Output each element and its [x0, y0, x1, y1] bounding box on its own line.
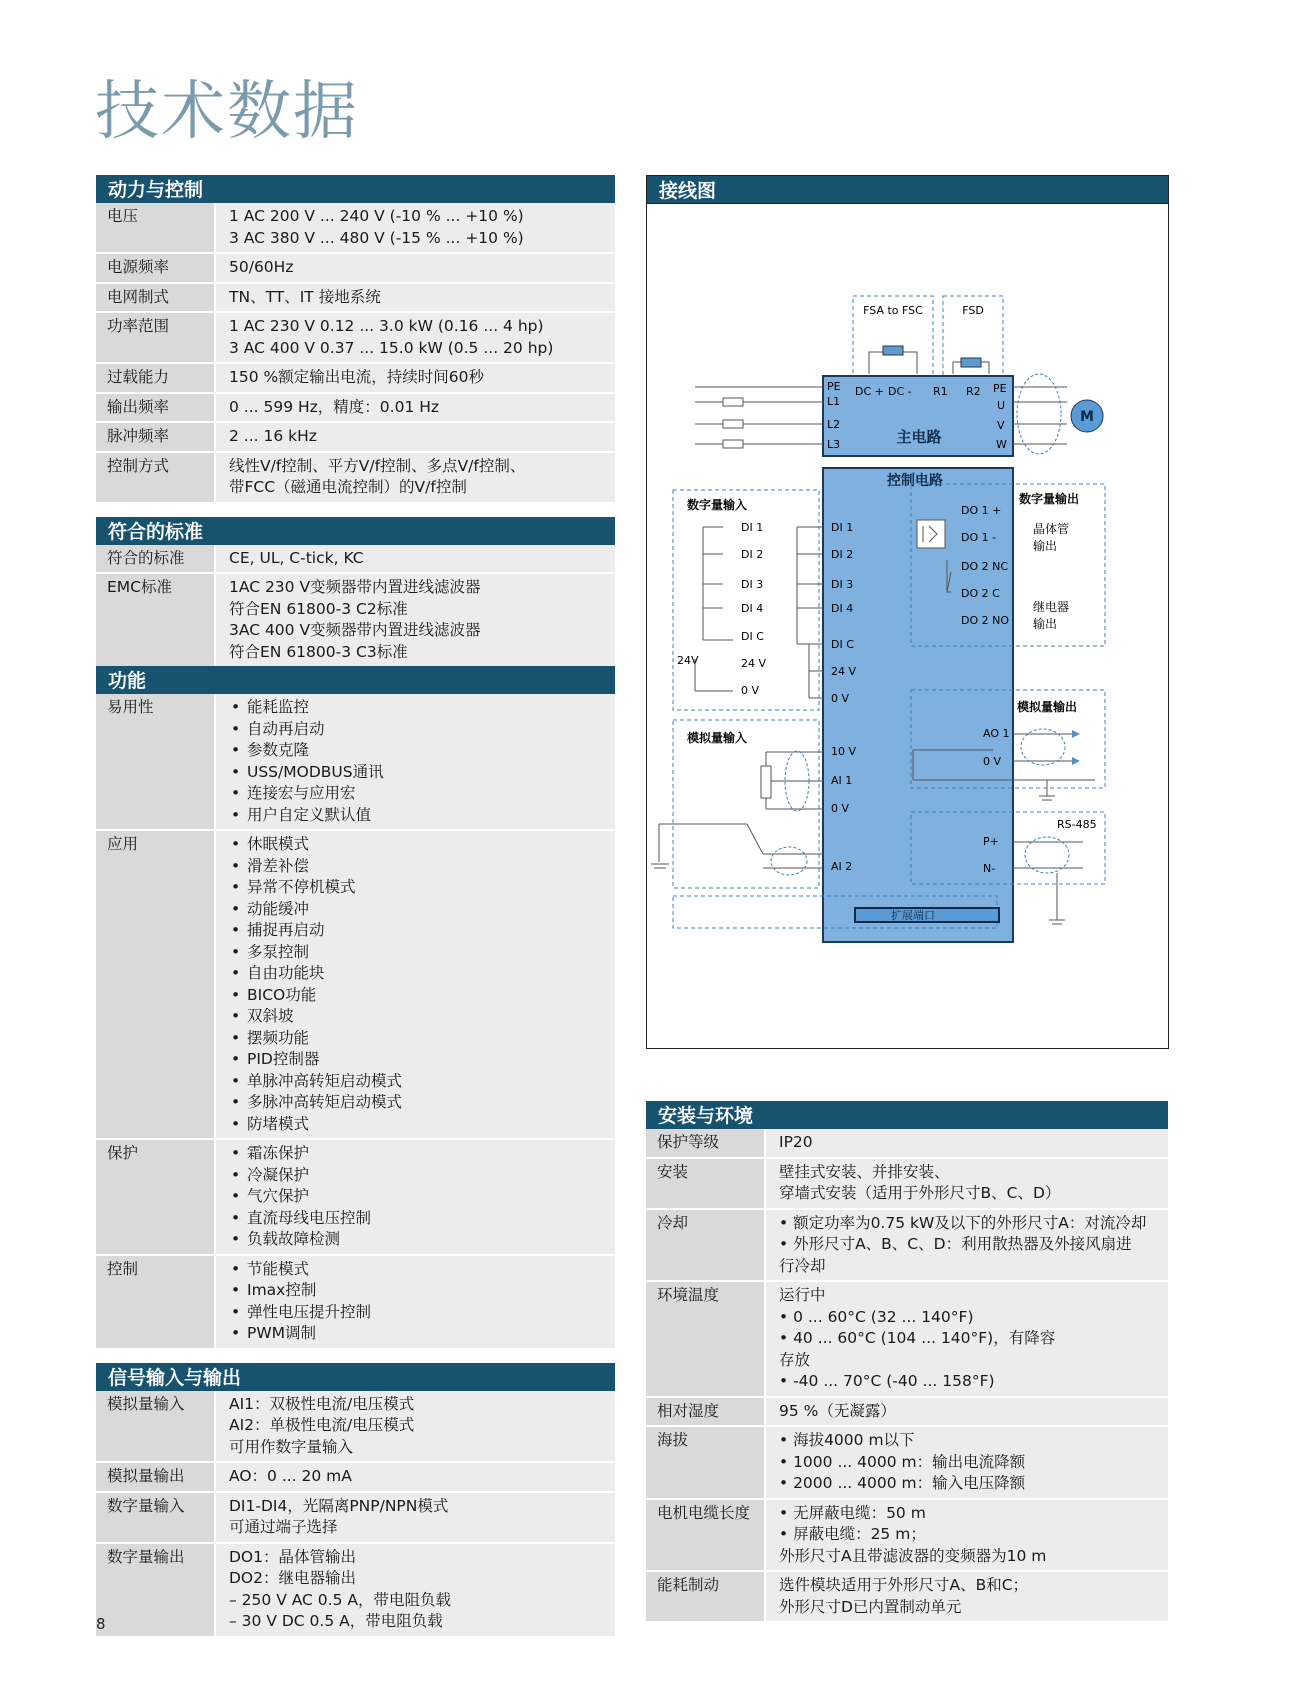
list-item: • 自由功能块 — [229, 963, 615, 985]
row-key: 电压 — [96, 203, 214, 252]
value-line: 3AC 400 V变频器带内置进线滤波器 — [229, 621, 481, 639]
terminal-label: 24 V — [831, 665, 857, 678]
terminal-label: AI 1 — [831, 774, 853, 787]
terminal-label: RS-485 — [1057, 818, 1097, 831]
value-line: 可通过端子选择 — [229, 1518, 338, 1536]
left-column — [96, 175, 615, 1651]
terminal-label: DC + — [855, 385, 884, 398]
table-row — [646, 1396, 1168, 1426]
terminal-label: DI C — [741, 630, 764, 643]
terminal-label: DI 3 — [741, 578, 764, 591]
terminal-label: L1 — [827, 395, 841, 408]
row-value — [216, 364, 615, 392]
terminal-label: V — [997, 419, 1005, 432]
section-header: 接线图 — [647, 176, 1168, 204]
value-line: • 2000 ... 4000 m：输入电压降额 — [779, 1474, 1026, 1492]
value-line: DO2：继电器输出 — [229, 1569, 356, 1587]
value-line: 0 ... 599 Hz，精度：0.01 Hz — [229, 397, 440, 416]
table-body — [96, 694, 615, 1348]
value-line: – 250 V AC 0.5 A，带电阻负载 — [229, 1590, 451, 1609]
section-header: 符合的标准 — [96, 517, 615, 545]
table-row — [96, 1542, 615, 1636]
row-value — [216, 1391, 615, 1462]
motor-label: M — [1080, 409, 1094, 425]
value-line: • 外形尺寸A、B、C、D：利用散热器及外接风扇进 — [779, 1235, 1132, 1253]
value-line: 存放 — [779, 1350, 811, 1369]
list-item: • BICO功能 — [229, 985, 615, 1007]
table-row — [96, 1491, 615, 1542]
list-item: • 防堵模式 — [229, 1114, 615, 1136]
group-label: 数字量输出 — [1019, 492, 1080, 506]
value-line: AI1：双极性电流/电压模式 — [229, 1394, 415, 1413]
row-key: 易用性 — [96, 694, 214, 829]
group-label: 模拟量输出 — [1017, 700, 1078, 714]
table-row — [96, 1461, 615, 1491]
output-type-label: 继电器 — [1033, 600, 1070, 614]
row-value — [216, 694, 615, 829]
list-item: • 捕捉再启动 — [229, 920, 615, 942]
terminal-label: P+ — [983, 835, 999, 848]
value-line: 3 AC 380 V ... 480 V (-15 % ... +10 %) — [229, 228, 524, 247]
table-row — [646, 1157, 1168, 1208]
row-value — [766, 1129, 1168, 1157]
list-item: • Imax控制 — [229, 1280, 615, 1302]
resistor-icon — [961, 358, 981, 367]
row-value — [766, 1398, 1168, 1426]
value-line: 外形尺寸A且带滤波器的变频器为10 m — [779, 1546, 1047, 1565]
value-line: DO1：晶体管输出 — [229, 1547, 356, 1566]
row-value — [766, 1572, 1168, 1621]
table-row — [646, 1498, 1168, 1571]
list-item: • 弹性电压提升控制 — [229, 1302, 615, 1324]
list-item: • PWM调制 — [229, 1323, 615, 1345]
value-line: 带FCC（磁通电流控制）的V/f控制 — [229, 478, 467, 496]
value-line: 1 AC 200 V ... 240 V (-10 % ... +10 %) — [229, 207, 524, 225]
list-item: • 连接宏与应用宏 — [229, 783, 615, 805]
terminal-label: DO 1 + — [961, 504, 1002, 517]
table-row — [646, 1425, 1168, 1498]
list-item: • 多脉冲高转矩启动模式 — [229, 1092, 615, 1114]
row-value — [216, 574, 615, 666]
terminal-label: DI 2 — [741, 548, 764, 561]
value-line: • 1000 ... 4000 m：输出电流降额 — [779, 1452, 1026, 1471]
value-line: AO：0 ... 20 mA — [229, 1467, 352, 1485]
value-line: 150 %额定输出电流，持续时间60秒 — [229, 368, 484, 386]
terminal-label: DI 1 — [831, 521, 854, 534]
list-item: • 多泵控制 — [229, 942, 615, 964]
row-value — [216, 453, 615, 502]
row-key: 数字量输入 — [96, 1493, 214, 1542]
table-body — [646, 1129, 1168, 1621]
row-value — [766, 1159, 1168, 1208]
terminal-label: R1 — [933, 385, 948, 398]
value-line: CE, UL, C-tick, KC — [229, 548, 364, 567]
io-section — [96, 1363, 615, 1636]
row-key: 模拟量输入 — [96, 1391, 214, 1462]
terminal-label: 0 V — [831, 692, 850, 705]
value-line: 1 AC 230 V 0.12 ... 3.0 kW (0.16 ... 4 hp) — [229, 317, 544, 335]
row-key: 电网制式 — [96, 284, 214, 312]
terminal-label: DI 2 — [831, 548, 854, 561]
value-line: – 30 V DC 0.5 A，带电阻负载 — [229, 1612, 443, 1630]
terminal-label: AO 1 — [983, 727, 1010, 740]
terminal-label: 10 V — [831, 745, 857, 758]
value-line: 外形尺寸D已内置制动单元 — [779, 1597, 962, 1616]
fsd-label: FSD — [962, 304, 984, 317]
table-row — [96, 1254, 615, 1348]
row-key: 保护 — [96, 1140, 214, 1254]
value-line: 选件模块适用于外形尺寸A、B和C； — [779, 1576, 1029, 1594]
table-row — [96, 282, 615, 312]
list-item: • 动能缓冲 — [229, 899, 615, 921]
row-value — [216, 254, 615, 282]
row-key: 脉冲频率 — [96, 423, 214, 451]
group-label: 模拟量输入 — [687, 731, 748, 745]
terminal-label: N- — [983, 862, 996, 875]
terminal-label: DO 2 NC — [961, 560, 1009, 573]
value-line: 壁挂式安装、并排安装、 — [779, 1162, 950, 1181]
main-circuit-label: 主电路 — [896, 428, 942, 446]
table-row — [96, 311, 615, 362]
row-value — [216, 203, 615, 252]
list-item: • 异常不停机模式 — [229, 877, 615, 899]
list-item: • 摆频功能 — [229, 1028, 615, 1050]
row-value — [216, 284, 615, 312]
list-item: • 能耗监控 — [229, 697, 615, 719]
row-value — [216, 831, 615, 1138]
terminal-label: 0 V — [831, 802, 850, 815]
list-item: • PID控制器 — [229, 1049, 615, 1071]
table-row — [96, 362, 615, 392]
terminal-label: 24 V — [741, 657, 767, 670]
terminal-label: 24V — [677, 654, 699, 667]
list-item: • 直流母线电压控制 — [229, 1208, 615, 1230]
row-value — [216, 423, 615, 451]
standards-section — [96, 517, 615, 667]
row-key: 环境温度 — [646, 1282, 764, 1396]
terminal-label: DI 3 — [831, 578, 854, 591]
terminal-label: 0 V — [983, 755, 1002, 768]
row-key: 安装 — [646, 1159, 764, 1208]
row-value — [216, 394, 615, 422]
row-key: 能耗制动 — [646, 1572, 764, 1621]
terminal-label: DI 4 — [741, 602, 764, 615]
row-value — [766, 1427, 1168, 1498]
table-body — [96, 1391, 615, 1636]
terminal-label: DO 2 NO — [961, 614, 1010, 627]
value-line: • 屏蔽电缆：25 m； — [779, 1525, 926, 1543]
value-line: IP20 — [779, 1133, 813, 1151]
list-item: • 自动再启动 — [229, 719, 615, 741]
row-value — [216, 1544, 615, 1636]
list-item: • 霜冻保护 — [229, 1143, 615, 1165]
functions-section — [96, 666, 615, 1348]
table-row — [646, 1208, 1168, 1281]
control-circuit-label: 控制电路 — [887, 473, 943, 489]
row-value — [766, 1282, 1168, 1396]
value-line: 运行中 — [779, 1286, 826, 1304]
terminal-label: L2 — [827, 418, 841, 431]
expansion-port-label: 扩展端口 — [891, 909, 935, 922]
terminal-label: L3 — [827, 438, 841, 451]
output-type-label: 输出 — [1033, 539, 1058, 553]
value-line: • 海拔4000 m以下 — [779, 1431, 915, 1449]
table-row — [96, 694, 615, 829]
value-line: 穿墙式安装（适用于外形尺寸B、C、D） — [779, 1184, 1061, 1202]
row-key: 冷却 — [646, 1210, 764, 1281]
terminal-label: DI 4 — [831, 602, 854, 615]
value-line: • -40 ... 70°C (-40 ... 158°F) — [779, 1372, 995, 1390]
row-key: EMC标准 — [96, 574, 214, 666]
table-row — [96, 451, 615, 502]
table-body — [96, 545, 615, 667]
page-title: 技术数据 — [95, 75, 359, 149]
value-line: • 0 ... 60°C (32 ... 140°F) — [779, 1307, 974, 1326]
value-line: 95 %（无凝露） — [779, 1401, 896, 1420]
terminal-label: DI 1 — [741, 521, 764, 534]
value-line: 符合EN 61800-3 C2标准 — [229, 599, 408, 618]
list-item: • 冷凝保护 — [229, 1165, 615, 1187]
table-row — [96, 829, 615, 1138]
optocoupler-icon — [917, 520, 945, 548]
row-key: 电源频率 — [96, 254, 214, 282]
row-value — [216, 313, 615, 362]
section-header: 信号输入与输出 — [96, 1363, 615, 1391]
row-key: 电机电缆长度 — [646, 1500, 764, 1571]
fsa-label: FSA to FSC — [863, 304, 923, 317]
row-key: 功率范围 — [96, 313, 214, 362]
list-item: • 双斜坡 — [229, 1006, 615, 1028]
table-body — [96, 203, 615, 502]
terminal-label: PE — [993, 382, 1007, 395]
list-item: • 单脉冲高转矩启动模式 — [229, 1071, 615, 1093]
value-line: 2 ... 16 kHz — [229, 427, 317, 445]
table-row — [96, 252, 615, 282]
value-line: • 额定功率为0.75 kW及以下的外形尺寸A：对流冷却 — [779, 1213, 1147, 1232]
row-value — [766, 1500, 1168, 1571]
section-header: 动力与控制 — [96, 175, 615, 203]
table-row — [96, 1391, 615, 1462]
row-key: 符合的标准 — [96, 545, 214, 573]
value-line: 1AC 230 V变频器带内置进线滤波器 — [229, 578, 481, 596]
row-value — [216, 545, 615, 573]
value-line: 50/60Hz — [229, 258, 294, 276]
row-key: 过载能力 — [96, 364, 214, 392]
table-row — [96, 421, 615, 451]
resistor-icon — [883, 346, 903, 355]
list-item: • USS/MODBUS通讯 — [229, 762, 615, 784]
output-type-label: 输出 — [1033, 617, 1058, 631]
row-key: 控制方式 — [96, 453, 214, 502]
wiring-diagram-box — [646, 175, 1169, 1049]
value-line: 线性V/f控制、平方V/f控制、多点V/f控制、 — [229, 456, 526, 475]
value-line: DI1-DI4，光隔离PNP/NPN模式 — [229, 1496, 449, 1515]
row-key: 相对湿度 — [646, 1398, 764, 1426]
row-key: 应用 — [96, 831, 214, 1138]
terminal-label: U — [997, 399, 1006, 412]
value-line: 符合EN 61800-3 C3标准 — [229, 642, 408, 661]
table-row — [96, 1138, 615, 1254]
row-value — [766, 1210, 1168, 1281]
row-value — [216, 1463, 615, 1491]
value-line: 行冷却 — [779, 1256, 826, 1275]
list-item: • 参数克隆 — [229, 740, 615, 762]
group-label: 数字量输入 — [687, 498, 748, 512]
terminal-label: PE — [827, 380, 841, 393]
installation-section — [646, 1101, 1168, 1621]
row-key: 模拟量输出 — [96, 1463, 214, 1491]
list-item: • 滑差补偿 — [229, 856, 615, 878]
row-key: 控制 — [96, 1256, 214, 1348]
terminal-label: R2 — [966, 385, 981, 398]
terminal-label: W — [996, 438, 1007, 451]
value-line: 可用作数字量输入 — [229, 1437, 354, 1456]
terminal-label: DO 2 C — [961, 587, 1000, 600]
row-value — [216, 1140, 615, 1254]
page-number: 8 — [96, 1615, 106, 1633]
value-line: TN、TT、IT 接地系统 — [229, 287, 381, 306]
value-line: AI2：单极性电流/电压模式 — [229, 1416, 415, 1434]
power-control-section — [96, 175, 615, 502]
terminal-label: DO 1 - — [961, 531, 997, 544]
list-item: • 节能模式 — [229, 1259, 615, 1281]
right-column — [646, 1101, 1168, 1636]
row-key: 海拔 — [646, 1427, 764, 1498]
terminal-label: 0 V — [741, 684, 760, 697]
value-line: • 无屏蔽电缆：50 m — [779, 1503, 926, 1522]
row-key: 输出频率 — [96, 394, 214, 422]
table-row — [646, 1129, 1168, 1157]
section-header: 安装与环境 — [646, 1101, 1168, 1129]
terminal-label: DI C — [831, 638, 854, 651]
value-line: 3 AC 400 V 0.37 ... 15.0 kW (0.5 ... 20 hp) — [229, 338, 554, 357]
table-row — [96, 572, 615, 666]
list-item: • 气穴保护 — [229, 1186, 615, 1208]
value-line: • 40 ... 60°C (104 ... 140°F)，有降容 — [779, 1329, 1056, 1347]
table-row — [96, 392, 615, 422]
row-value — [216, 1493, 615, 1542]
section-header: 功能 — [96, 666, 615, 694]
list-item: • 负载故障检测 — [229, 1229, 615, 1251]
row-key: 数字量输出 — [96, 1544, 214, 1636]
list-item: • 用户自定义默认值 — [229, 805, 615, 827]
row-value — [216, 1256, 615, 1348]
wiring-diagram — [647, 204, 1168, 1048]
list-item: • 休眠模式 — [229, 834, 615, 856]
table-row — [646, 1280, 1168, 1396]
output-type-label: 晶体管 — [1033, 522, 1070, 536]
table-row — [96, 203, 615, 252]
table-row — [646, 1570, 1168, 1621]
terminal-label: AI 2 — [831, 860, 853, 873]
row-key: 保护等级 — [646, 1129, 764, 1157]
table-row — [96, 545, 615, 573]
terminal-label: DC - — [888, 385, 912, 398]
